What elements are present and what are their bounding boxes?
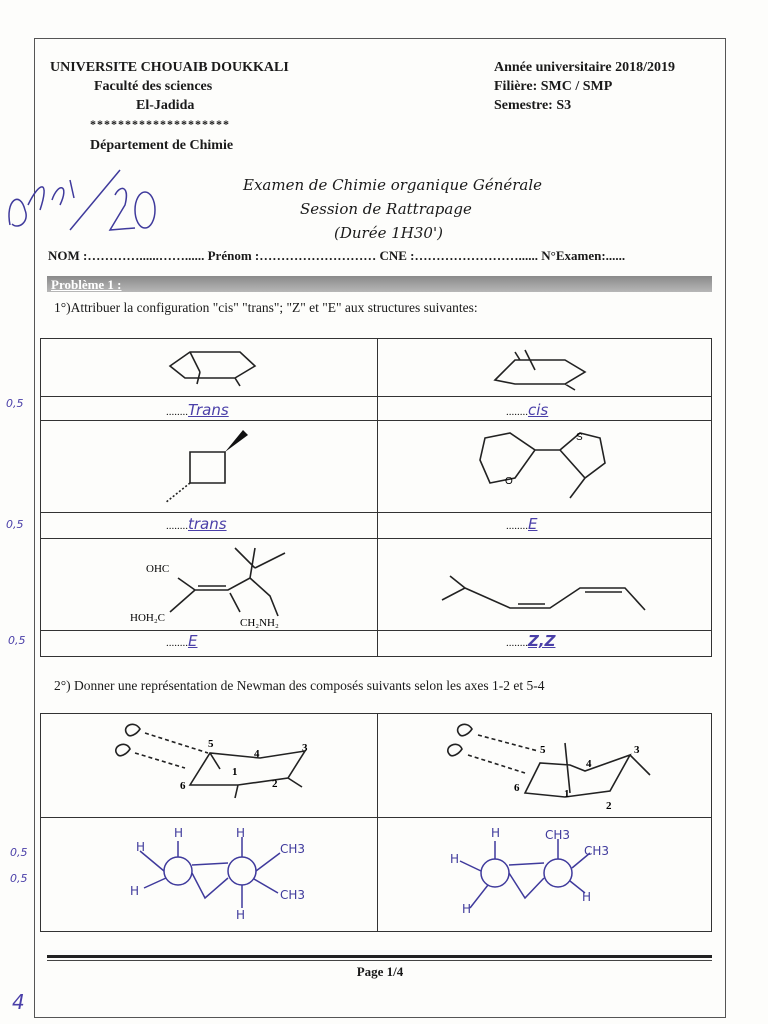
- semestre: Semestre: S3: [494, 98, 572, 113]
- answer-4: ........E: [506, 515, 538, 533]
- alkene-structure: [170, 548, 285, 616]
- question-1: 1°)Attribuer la configuration "cis" "trans"; "Z" et "E" aux structures suivantes:: [54, 300, 478, 315]
- answer-3: ........trans: [166, 515, 227, 533]
- num-2: 2: [272, 778, 278, 790]
- exam-session: Session de Rattrapage: [300, 200, 472, 218]
- ch3-label: CH3: [545, 828, 571, 842]
- problem-label: Problème 1 :: [51, 277, 122, 292]
- header-left: [50, 58, 289, 155]
- footer-rule-thin: [47, 960, 712, 961]
- academic-year: Année universitaire 2018/2019: [494, 60, 675, 75]
- h-label: H: [236, 826, 246, 840]
- city-name: El-Jadida: [136, 98, 195, 113]
- num-5: 5: [208, 738, 214, 750]
- answer-2: ........cis: [506, 401, 549, 419]
- view-axis-lines: [468, 735, 538, 773]
- cyclobutane: [190, 452, 225, 483]
- margin-mark-1: 0,5: [6, 397, 24, 410]
- margin-mark-4: 0,5: [10, 846, 28, 859]
- stars-divider: ********************: [90, 117, 230, 131]
- num-4: 4: [586, 758, 592, 770]
- university-name: UNIVERSITE CHOUAIB DOUKKALI: [50, 60, 289, 75]
- margin-mark-3: 0,5: [8, 634, 26, 647]
- ch3-label: CH3: [584, 844, 610, 858]
- h-label: H: [491, 826, 501, 840]
- answer-5: ........E: [166, 632, 198, 650]
- hoh2c-label: HOH₂C: [130, 612, 166, 624]
- diene-structure: [442, 576, 645, 610]
- chair-cis: [495, 350, 585, 390]
- exam-duration: (Durée 1H30'): [334, 224, 443, 242]
- num-3: 3: [302, 742, 308, 754]
- oxygen-label: O: [505, 476, 513, 487]
- hash-bond: [165, 483, 190, 503]
- h-label: H: [136, 840, 146, 854]
- num-3: 3: [634, 744, 640, 756]
- h-label: H: [450, 852, 460, 866]
- newman-answer-right: [460, 839, 590, 908]
- chair-left: [190, 751, 305, 798]
- problem-header-bar: [47, 276, 712, 292]
- num-1: 1: [232, 766, 238, 778]
- num-5: 5: [540, 744, 546, 756]
- ch3-label: CH3: [280, 842, 306, 856]
- ch2nh2-label: CH₂NH₂: [240, 617, 279, 629]
- num-6: 6: [514, 782, 520, 794]
- cne-field[interactable]: CNE :……………………......: [379, 248, 539, 263]
- page-number: Page 1/4: [356, 964, 404, 979]
- num-6: 6: [180, 780, 186, 792]
- faculty-name: Faculté des sciences: [94, 79, 213, 94]
- answer-1: ........Trans: [166, 401, 229, 419]
- exam-title: Examen de Chimie organique Générale: [243, 176, 543, 194]
- h-label: H: [582, 890, 592, 904]
- newman-drawings: [40, 713, 712, 931]
- num-2: 2: [606, 800, 612, 812]
- h-label: H: [236, 908, 246, 922]
- ene-structure: [480, 433, 605, 498]
- header-right: [494, 58, 675, 115]
- h-label: H: [130, 884, 140, 898]
- sulfur-label: S: [576, 432, 583, 443]
- view-axis-lines: [135, 733, 208, 768]
- margin-mark-2: 0,5: [6, 518, 24, 531]
- eye-icon: [448, 724, 472, 755]
- nom-field[interactable]: NOM :…………......……......: [48, 248, 205, 263]
- ohc-label: OHC: [146, 563, 170, 575]
- wedge-bond: [225, 430, 248, 452]
- answer-6: ........Z,Z: [506, 632, 556, 650]
- eye-icon: [116, 724, 140, 755]
- identity-line: [48, 248, 625, 264]
- question-2: 2°) Donner une représentation de Newman des composés suivants selon les axes 1-2 et 5-4: [54, 678, 545, 693]
- newman-answer-left: [140, 837, 280, 908]
- h-label: H: [462, 902, 472, 916]
- grade-handwriting: [0, 160, 170, 250]
- structure-drawings: [40, 338, 712, 658]
- h-label: H: [174, 826, 184, 840]
- margin-mark-5: 0,5: [10, 872, 28, 885]
- num-4: 4: [254, 748, 260, 760]
- footer-rule: [47, 955, 712, 958]
- examen-field[interactable]: N°Examen:......: [541, 248, 626, 263]
- chair-trans: [170, 352, 255, 386]
- department-name: Département de Chimie: [90, 138, 234, 153]
- num-1: 1: [564, 788, 570, 800]
- filiere: Filière: SMC / SMP: [494, 79, 613, 94]
- prenom-field[interactable]: Prénom :………………………: [207, 248, 377, 263]
- bottom-mark: 4: [12, 990, 25, 1014]
- ch3-label: CH3: [280, 888, 306, 902]
